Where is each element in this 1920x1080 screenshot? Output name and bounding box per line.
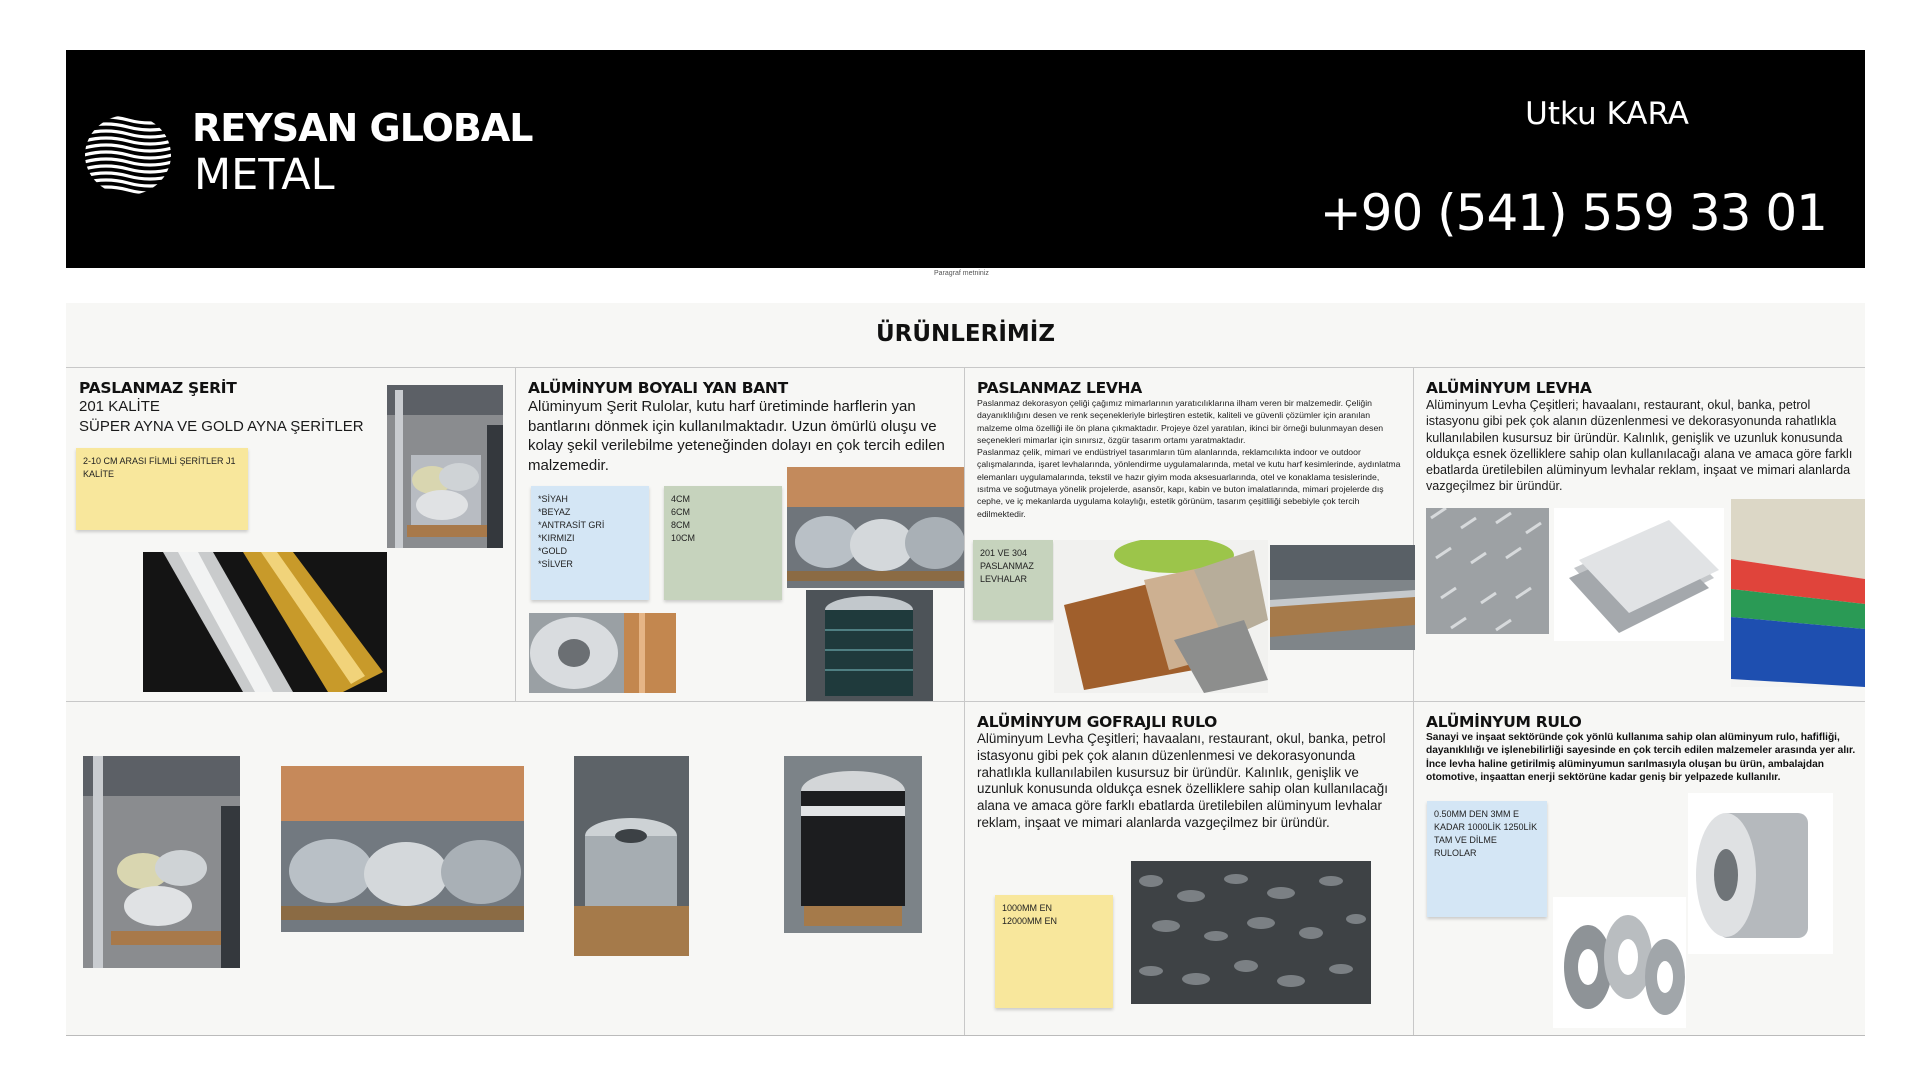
product-title: ALÜMİNYUM BOYALI YAN BANT [528, 379, 788, 397]
grid-divider [515, 367, 516, 701]
aluminium-coil-photo [1688, 793, 1833, 954]
truck-coils-photo [83, 756, 240, 968]
paragraph-placeholder: Paragraf metniniz [934, 270, 989, 277]
size-line: 1000MM EN [1002, 903, 1053, 913]
color-option: *BEYAZ [538, 507, 571, 517]
aluminium-sheets-photo [1554, 508, 1724, 641]
board-title: ÜRÜNLERİMİZ [875, 321, 1056, 347]
wave-logo-icon [84, 114, 172, 196]
product-paslanmaz-levha [977, 379, 1402, 520]
sticky-note[interactable] [995, 895, 1113, 1008]
brand-subtitle: METAL [194, 150, 335, 200]
brand-name: REYSAN GLOBAL [192, 106, 533, 150]
product-description: Alüminyum Levha Çeşitleri; havaalanı, restaurant, okul, banka, petrol istasyonu gibi pek çok alanın düzenlenmesi ve dekorasyonunda rahatlıkla kullanılabilen kusursuz bir üründür. Kalınlık, genişlik ve uzunluk konusunda oldukça esnek özelliklere sahip olan kullanılacağı alana ve amaca göre farklı ebatlarda üretilebilen alüminyum levhalar reklam, inşaat ve mimari alanlarda vazgeçilmez bir üründür. [977, 731, 1388, 830]
color-option: *GOLD [538, 546, 568, 556]
product-title: PASLANMAZ LEVHA [977, 379, 1142, 397]
grid-divider [964, 367, 965, 1035]
colored-stainless-sheets-photo [1054, 540, 1268, 693]
product-description: Paslanmaz çelik, mimari ve endüstriyel tasarımların tüm alanlarında, reklamcılıkta indoor ve outdoor çalışmalarında, işaret levhalarında, yönlendirme uygulamalarında, metal ve kutu harf kesimlerinde, aydınlatma elemanları uygulamalarında, tekstil ve hazır giyim moda aksesuarlarında, otel ve konaklama tesislerinde, ısıtma ve soğutmaya yönelik projelerde, asansör, kapı, kabin ve buton imalatlarında, mimari projelerde dış cephe, ve iç mekanlarda uygulama kolaylığı, estetik görünüm, tasarım çeşitliliği sebebiyle çok tercih edilmektedir. [977, 447, 1401, 519]
size-option: 8CM [671, 520, 691, 530]
product-title: ALÜMİNYUM RULO [1426, 713, 1582, 731]
product-line: 201 KALİTE [79, 398, 160, 415]
size-option: 4CM [671, 494, 691, 504]
color-option: *ANTRASİT GRİ [538, 520, 605, 530]
products-board [66, 303, 1865, 1036]
product-line: SÜPER AYNA VE GOLD AYNA ŞERİTLER [79, 417, 364, 435]
grid-divider [66, 367, 1865, 368]
mirror-gold-strips-photo [143, 552, 387, 692]
product-aluminyum-rulo [1426, 713, 1858, 784]
size-option: 10CM [671, 533, 696, 543]
color-option: *KIRMIZI [538, 533, 575, 543]
product-title: PASLANMAZ ŞERİT [79, 379, 237, 397]
product-gofrajli-rulo [977, 713, 1405, 832]
header-banner [66, 50, 1865, 268]
grid-divider [66, 701, 1865, 702]
contact-name: Utku KARA [1525, 96, 1689, 132]
sheet-stack-photo [1270, 545, 1415, 650]
embossed-aluminium-photo [1131, 861, 1371, 1004]
product-description: Alüminyum Şerit Rulolar, kutu harf üretiminde harflerin yan bantlarını dönmek için kullanılmaktadır. Uzun ömürlü oluşu ve kolay şekil verilebilme yeteneğinden dolayı en çok tercih edilen malzemedir. [528, 398, 945, 474]
dark-coil-photo [806, 590, 933, 701]
coils-on-pallets-photo [281, 766, 524, 932]
color-option: *SİLVER [538, 559, 573, 569]
sticky-note-sizes[interactable] [664, 486, 782, 600]
truck-coils-photo [387, 385, 503, 548]
product-title: ALÜMİNYUM LEVHA [1426, 379, 1592, 397]
contact-phone[interactable]: +90 (541) 559 33 01 [1319, 184, 1827, 242]
coils-on-truck-photo [787, 467, 964, 588]
product-description: Paslanmaz dekorasyon çeliği çağımız mimarlarının yaratıcılıklarına ilham veren bir malzemedir. Çeliğin dayanıklılığını desen ve renk seçenekleriyle birleştiren estetik, kaliteli ve güvenli çözümler için aranılan malzeme olma özelliği ile ön plana çıkmaktadır. Projeye özel yaratılan, ikinci bir örneği bulunmayan desen seçenekleri mimarlar için sınırsız, özgür tasarım ortamı yaratmaktadır. [977, 398, 1384, 445]
product-aluminyum-boyali-yan-bant [528, 379, 956, 475]
sticky-note[interactable]: 201 VE 304 PASLANMAZ LEVHALAR [973, 540, 1053, 620]
product-title: ALÜMİNYUM GOFRAJLI RULO [977, 713, 1218, 731]
product-description: Alüminyum Levha Çeşitleri; havaalanı, restaurant, okul, banka, petrol istasyonu gibi pek çok alanın düzenlenmesi ve dekorasyonunda rahatlıkla kullanılabilen kusursuz bir üründür. Kalınlık, genişlik ve uzunluk konusunda oldukça esnek özelliklere sahip olan kullanılacağı alana ve amaca göre farklı ebatlarda üretilebilen alüminyum levhalar reklam, inşaat ve mimari alanlarda vazgeçilmez bir üründür. [1426, 398, 1853, 494]
size-line: 12000MM EN [1002, 916, 1058, 926]
grid-divider [1413, 367, 1414, 1035]
color-option: *SİYAH [538, 494, 568, 504]
product-description: Sanayi ve inşaat sektöründe çok yönlü kullanıma sahip olan alüminyum rulo, hafifliği, dayanıklılığı ve işlenebilirliği sayesinde en çok tercih edilen malzemeler arasında yer alır. İnce levha haline getirilmiş alüminyumun sarılmasıyla oluşan bu ürün, ambalajdan otomotive, inşaattan enerji sektörüne kadar geniş bir yelpazede kullanılır. [1426, 732, 1856, 783]
checker-plate-photo [1426, 508, 1549, 634]
coil-on-pallet-photo [574, 756, 689, 956]
sticky-note-colors[interactable] [531, 486, 649, 600]
colored-coils-photo [529, 613, 676, 693]
product-paslanmaz-serit [79, 379, 409, 436]
aluminium-strips-photo [1553, 897, 1686, 1028]
composite-panels-photo [1731, 499, 1865, 687]
sticky-note[interactable]: 0.50MM DEN 3MM E KADAR 1000LİK 1250LİK TAM VE DİLME RULOLAR [1427, 801, 1547, 917]
product-aluminyum-levha [1426, 379, 1858, 495]
black-coil-photo [784, 756, 922, 933]
sticky-note[interactable]: 2-10 CM ARASI FİLMLİ ŞERİTLER J1 KALİTE [76, 448, 248, 530]
size-option: 6CM [671, 507, 691, 517]
